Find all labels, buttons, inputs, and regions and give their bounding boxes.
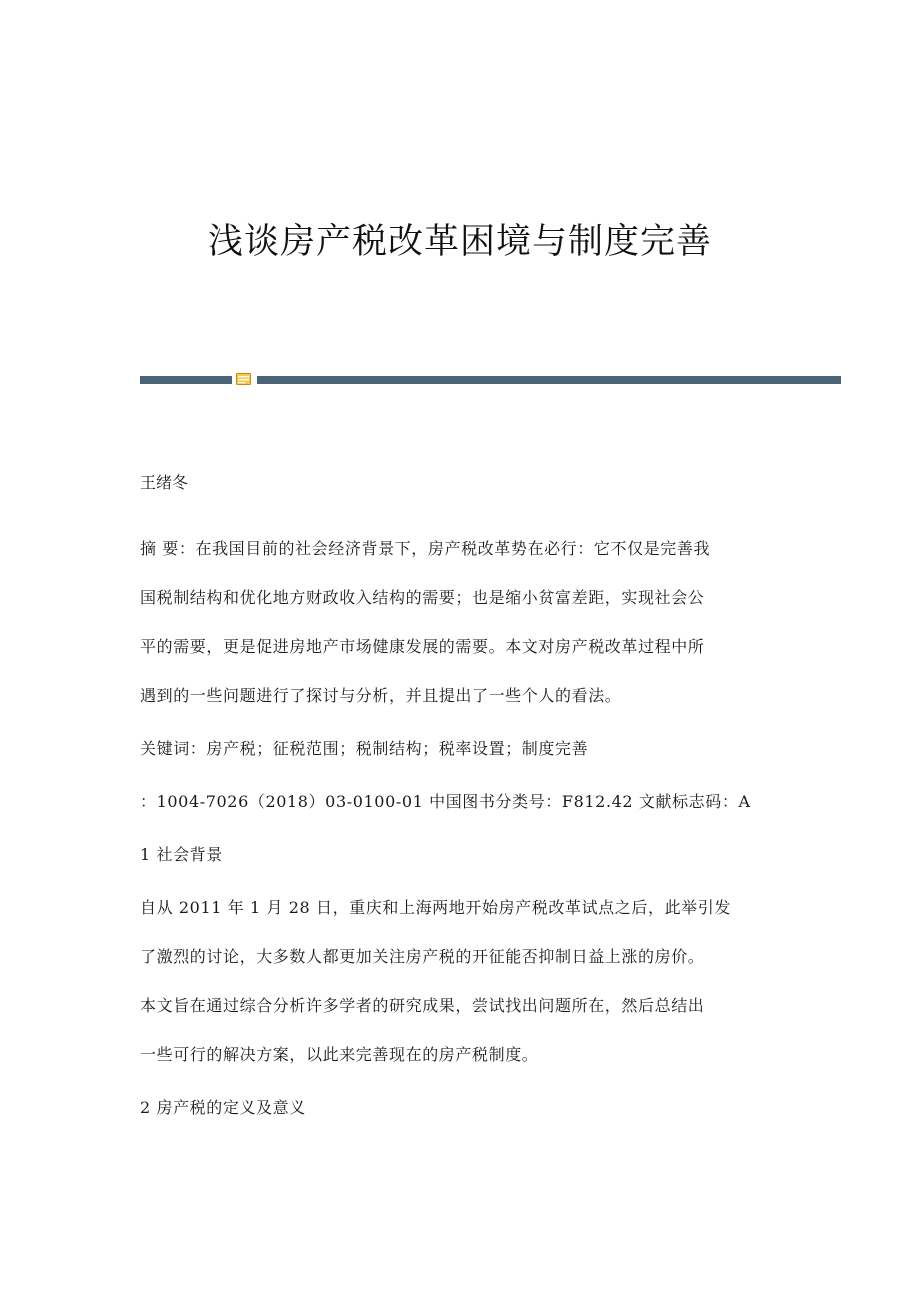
classification-paragraph [140,777,785,826]
abstract-line: 遇到的一些问题进行了探讨与分析，并且提出了一些个人的看法。 [140,686,622,705]
keywords-line: 关键词：房产税；征税范围；税制结构；税率设置；制度完善 [140,739,589,758]
author-name: 王绪冬 [140,473,189,492]
abstract-line: 摘 要：在我国目前的社会经济背景下，房产税改革势在必行：它不仅是完善我 [140,539,711,558]
section-1-heading: 1 社会背景 [140,845,223,864]
classification-line: ：1004-7026（2018）03-0100-01 中国图书分类号：F812.42 文献标志码：A [140,792,751,811]
divider-bar-right [257,376,841,384]
section-2-heading: 2 房产税的定义及意义 [140,1098,306,1117]
title-divider [140,373,841,385]
document-body [140,524,785,1136]
section-2-heading-block [140,1083,785,1132]
section-1-heading-block [140,830,785,879]
keywords-paragraph [140,724,785,773]
document-title: 浅谈房产税改革困境与制度完善 [207,222,712,262]
abstract-line: 平的需要，更是促进房地产市场健康发展的需要。本文对房产税改革过程中所 [140,637,705,656]
document-icon [236,373,251,385]
abstract-line: 国税制结构和优化地方财政收入结构的需要；也是缩小贫富差距，实现社会公 [140,588,705,607]
section-1-line: 自从 2011 年 1 月 28 日，重庆和上海两地开始房产税改革试点之后，此举引发 [140,898,731,917]
section-1-paragraph [140,883,785,1079]
divider-bar-left [140,376,232,384]
section-1-line: 本文旨在通过综合分析许多学者的研究成果，尝试找出问题所在，然后总结出 [140,996,705,1015]
section-1-line: 了激烈的讨论，大多数人都更加关注房产税的开征能否抑制日益上涨的房价。 [140,947,705,966]
section-1-line: 一些可行的解决方案，以此来完善现在的房产税制度。 [140,1045,539,1064]
abstract-paragraph [140,524,785,720]
